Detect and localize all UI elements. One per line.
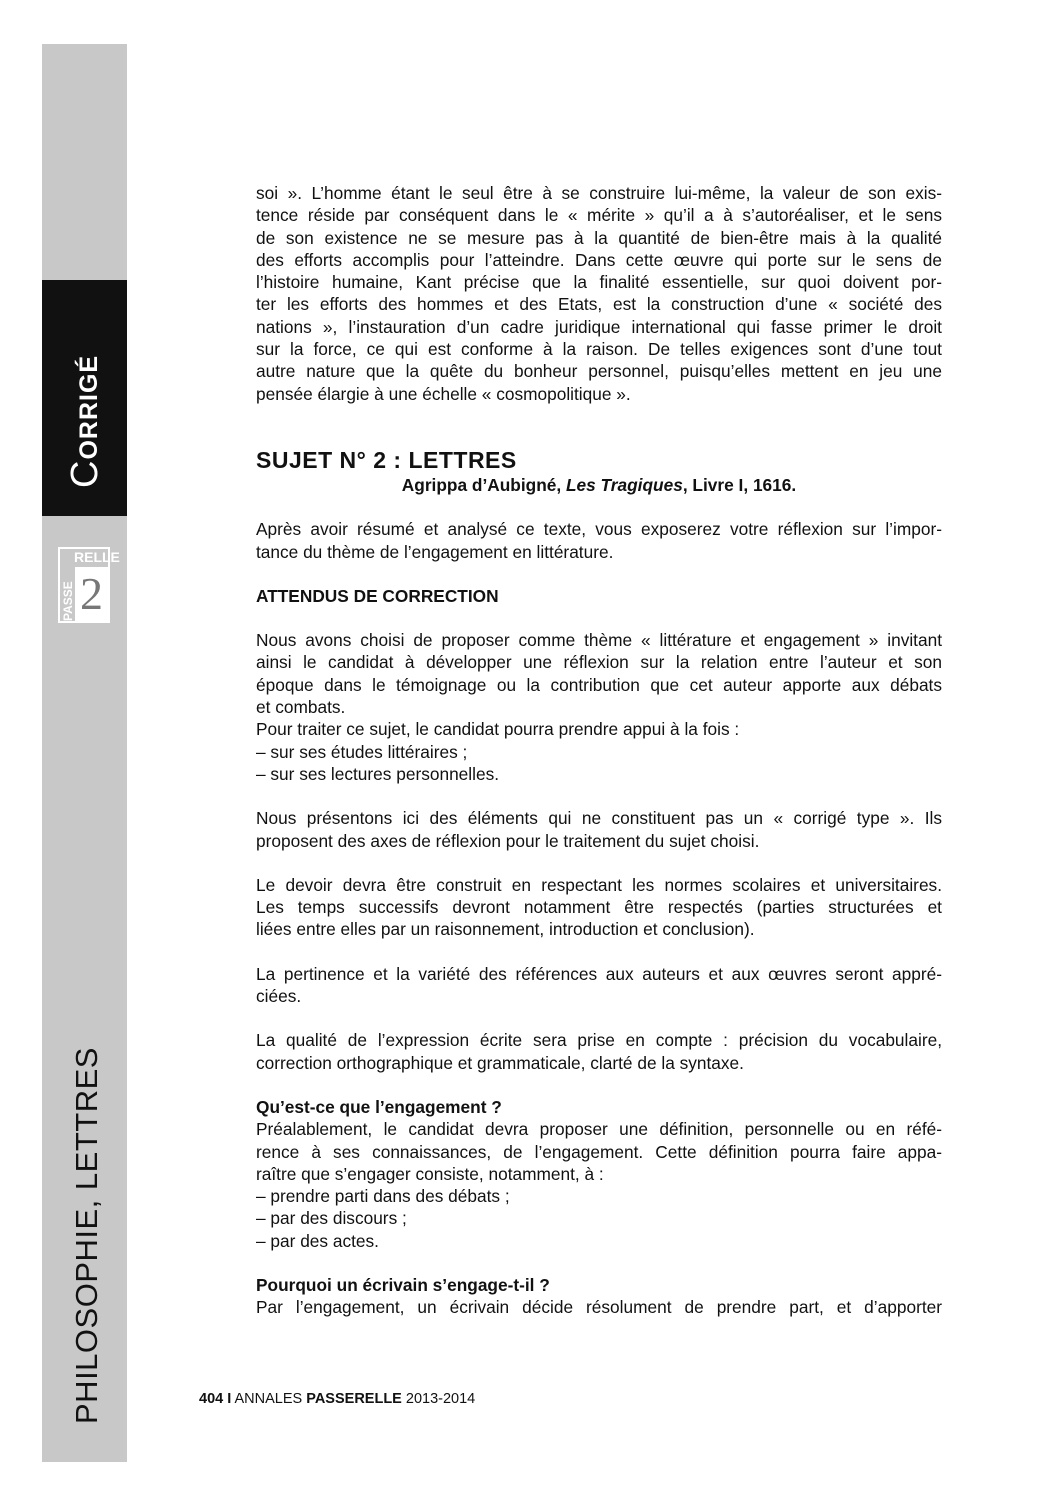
attendus-title: ATTENDUS DE CORRECTION [256, 585, 499, 606]
paragraph-line: Préalablement, le candidat devra proposer une définition, personnelle ou en réfé- [256, 1119, 942, 1140]
paragraph-line: Les temps successifs devront notamment être respectés (parties structurées et [256, 897, 942, 918]
sidebar-band [42, 44, 127, 1462]
intro-line: autre nature que la quête du bonheur personnel, puisqu’elles mettent en jeu une [256, 361, 942, 382]
text-reference: Agrippa d’Aubigné, Les Tragiques, Livre I, 1616. [401, 474, 797, 495]
list-item: – sur ses lectures personnelles. [256, 763, 500, 784]
intro-line: de son existence ne se mesure pas à la quantité de bien-être mais à la qualité [256, 227, 942, 248]
paragraph-line: La qualité de l’expression écrite sera prise en compte : précision du vocabulaire, [256, 1030, 942, 1051]
footer-separator: I [227, 1391, 232, 1407]
footer-year: 2013-2014 [405, 1391, 476, 1407]
footer-passerelle: PASSERELLE [306, 1391, 402, 1407]
paragraph-line: rence à ses connaissances, de l’engagement. Cette définition pourra faire appa- [256, 1141, 942, 1162]
paragraph-line: liées entre elles par un raisonnement, introduction et conclusion). [256, 919, 755, 940]
instruction-line: tance du thème de l’engagement en littérature. [256, 541, 614, 562]
list-item: – par des discours ; [256, 1208, 407, 1229]
list-item: – prendre parti dans des débats ; [256, 1186, 510, 1207]
logo-top-text: RELLE [74, 549, 120, 565]
instruction-line: Après avoir résumé et analysé ce texte, vous exposerez votre réflexion sur l’impor- [256, 519, 942, 540]
passerelle-2-logo [58, 547, 120, 623]
list-item: – par des actes. [256, 1230, 379, 1251]
section-label: PHILOSOPHIE, LETTRES [69, 1047, 104, 1424]
intro-line: soi ». L’homme étant le seul être à se construire lui-même, la valeur de son exis- [256, 183, 942, 203]
paragraph-line: La pertinence et la variété des références aux auteurs et aux œuvres seront appré- [256, 963, 942, 984]
intro-line: des efforts accomplis pour l’atteindre. Dans cette œuvre qui porte sur le sens de [256, 249, 942, 270]
footer-annales: ANNALES [234, 1391, 303, 1407]
page-footer [199, 1391, 475, 1407]
intro-line: nations », l’instauration d’un cadre juridique international qui fasse primer le droit [256, 316, 942, 337]
paragraph-line: époque dans le témoignage ou la contribution que cet auteur apporte aux débats [256, 674, 942, 695]
paragraph-line: Nous avons choisi de proposer comme thème « littérature et engagement » invitant [256, 630, 942, 651]
intro-line: ter les efforts des hommes et des Etats, est la construction d’une « société des [256, 294, 942, 315]
paragraph-line: Par l’engagement, un écrivain décide résolument de prendre part, et d’apporter [256, 1297, 942, 1318]
paragraph-line: Nous présentons ici des éléments qui ne constituent pas un « corrigé type ». Ils [256, 808, 942, 829]
intro-line: l’histoire humaine, Kant précise que la finalité essentielle, sur quoi doivent por- [256, 272, 942, 293]
question-heading: Pourquoi un écrivain s’engage-t-il ? [256, 1274, 550, 1295]
intro-line: pensée élargie à une échelle « cosmopolitique ». [256, 383, 631, 404]
logo-side-text: PASSE [61, 581, 75, 621]
paragraph-line: correction orthographique et grammaticale, clarté de la syntaxe. [256, 1052, 744, 1073]
paragraph-line: proposent des axes de réflexion pour le traitement du sujet choisi. [256, 830, 760, 851]
corrige-tab [42, 280, 127, 516]
intro-line: sur la force, ce qui est conforme à la raison. De telles exigences sont d’une tout [256, 339, 942, 360]
paragraph-line: Le devoir devra être construit en respectant les normes scolaires et universitaires. [256, 874, 942, 895]
paragraph-line: Pour traiter ce sujet, le candidat pourra prendre appui à la fois : [256, 719, 740, 740]
main-content [256, 182, 942, 1319]
logo-number: 2 [75, 567, 108, 621]
question-heading: Qu’est-ce que l’engagement ? [256, 1096, 502, 1117]
sujet-title: SUJET N° 2 : LETTRES [256, 446, 517, 473]
paragraph-line: raître que s’engager consiste, notamment, à : [256, 1163, 604, 1184]
list-item: – sur ses études littéraires ; [256, 741, 468, 762]
paragraph-line: ciées. [256, 986, 302, 1007]
page-number: 404 [199, 1391, 224, 1407]
intro-line: tence réside par conséquent dans le « mérite » qu’il a à s’autoréaliser, et le sens [256, 205, 942, 226]
paragraph-line: ainsi le candidat à développer une réflexion sur la relation entre l’auteur et son [256, 652, 942, 673]
corrige-label: CORRIGÉ [64, 354, 106, 488]
paragraph-line: et combats. [256, 697, 346, 718]
